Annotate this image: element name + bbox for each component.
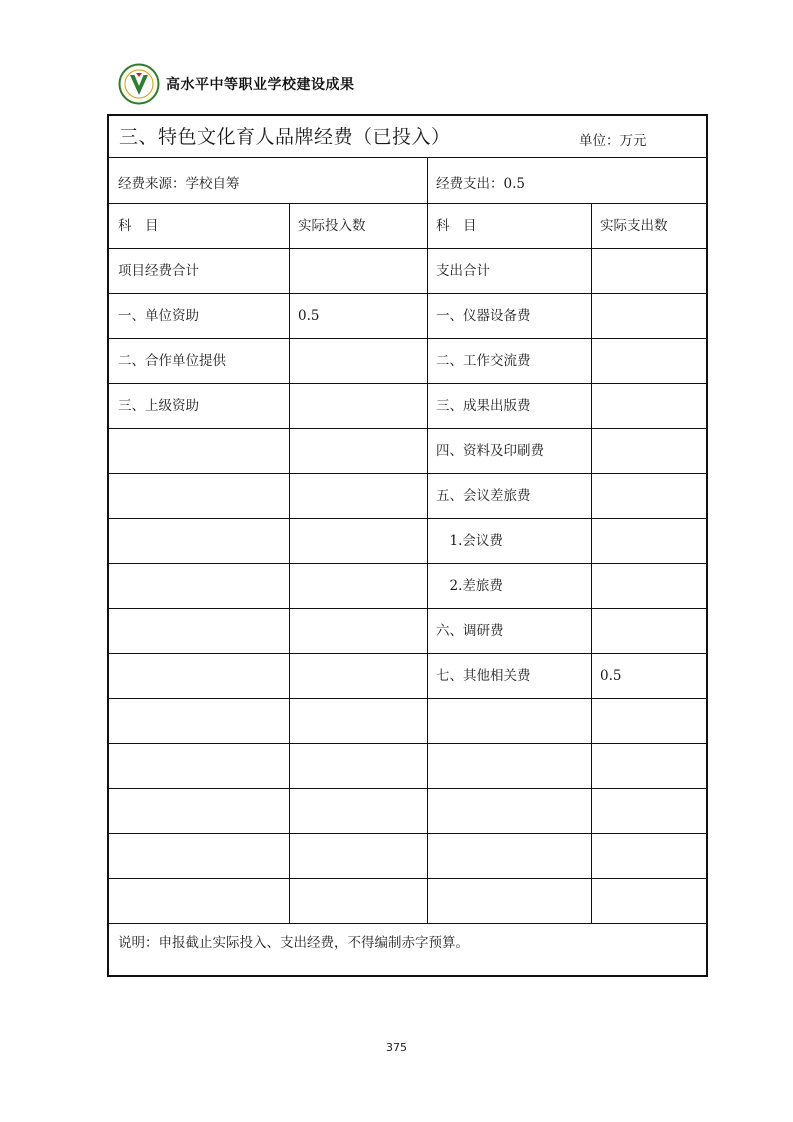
table-cell: 项目经费合计 bbox=[118, 263, 199, 279]
header-title: 高水平中等职业学校建设成果 bbox=[166, 77, 355, 93]
form-title-row bbox=[109, 116, 706, 158]
table-row bbox=[109, 789, 706, 834]
table-cell: 2.差旅费 bbox=[436, 578, 503, 594]
form-title: 三、特色文化育人品牌经费（已投入） bbox=[119, 126, 451, 148]
divider bbox=[427, 158, 428, 203]
table-cell: 五、会议差旅费 bbox=[436, 488, 531, 504]
column-divider bbox=[591, 204, 592, 924]
table-row bbox=[109, 654, 706, 699]
table-row bbox=[109, 744, 706, 789]
funding-form bbox=[107, 114, 708, 977]
column-divider bbox=[289, 204, 290, 924]
table-cell: 一、仪器设备费 bbox=[436, 308, 531, 324]
column-header: 科 目 bbox=[436, 218, 477, 234]
table-cell: 二、合作单位提供 bbox=[118, 353, 226, 369]
table-cell: 六、调研费 bbox=[436, 623, 504, 639]
page-number: 375 bbox=[386, 1041, 407, 1054]
table-row bbox=[109, 879, 706, 924]
table-row bbox=[109, 834, 706, 879]
unit-label: 单位：万元 bbox=[579, 133, 647, 149]
table-row bbox=[109, 429, 706, 474]
table-cell: 二、工作交流费 bbox=[436, 353, 531, 369]
table-cell: 四、资料及印刷费 bbox=[436, 443, 544, 459]
note-text: 说明：申报截止实际投入、支出经费，不得编制赤字预算。 bbox=[118, 935, 469, 951]
table-cell: 七、其他相关费 bbox=[436, 668, 531, 684]
table-cell: 一、单位资助 bbox=[118, 308, 199, 324]
table-row bbox=[109, 249, 706, 294]
table-cell: 三、成果出版费 bbox=[436, 398, 531, 414]
note-row bbox=[109, 919, 706, 975]
school-emblem-icon bbox=[118, 63, 160, 105]
table-row bbox=[109, 609, 706, 654]
column-divider bbox=[427, 204, 428, 924]
funding-source-row bbox=[109, 158, 706, 204]
column-header: 实际支出数 bbox=[600, 218, 668, 234]
table-row bbox=[109, 294, 706, 339]
table-header-row bbox=[109, 204, 706, 249]
expense-total: 经费支出：0.5 bbox=[436, 176, 525, 192]
table-row bbox=[109, 339, 706, 384]
table-cell: 0.5 bbox=[600, 668, 622, 684]
column-header: 科 目 bbox=[118, 218, 159, 234]
table-cell: 0.5 bbox=[298, 308, 320, 324]
page-header bbox=[118, 64, 355, 104]
table-cell: 支出合计 bbox=[436, 263, 490, 279]
table-row bbox=[109, 474, 706, 519]
table-row bbox=[109, 384, 706, 429]
table-row bbox=[109, 564, 706, 609]
table-cell: 1.会议费 bbox=[436, 533, 503, 549]
table-row bbox=[109, 519, 706, 564]
table-row bbox=[109, 699, 706, 744]
column-header: 实际投入数 bbox=[298, 218, 366, 234]
funding-source: 经费来源：学校自筹 bbox=[118, 176, 240, 192]
table-cell: 三、上级资助 bbox=[118, 398, 199, 414]
